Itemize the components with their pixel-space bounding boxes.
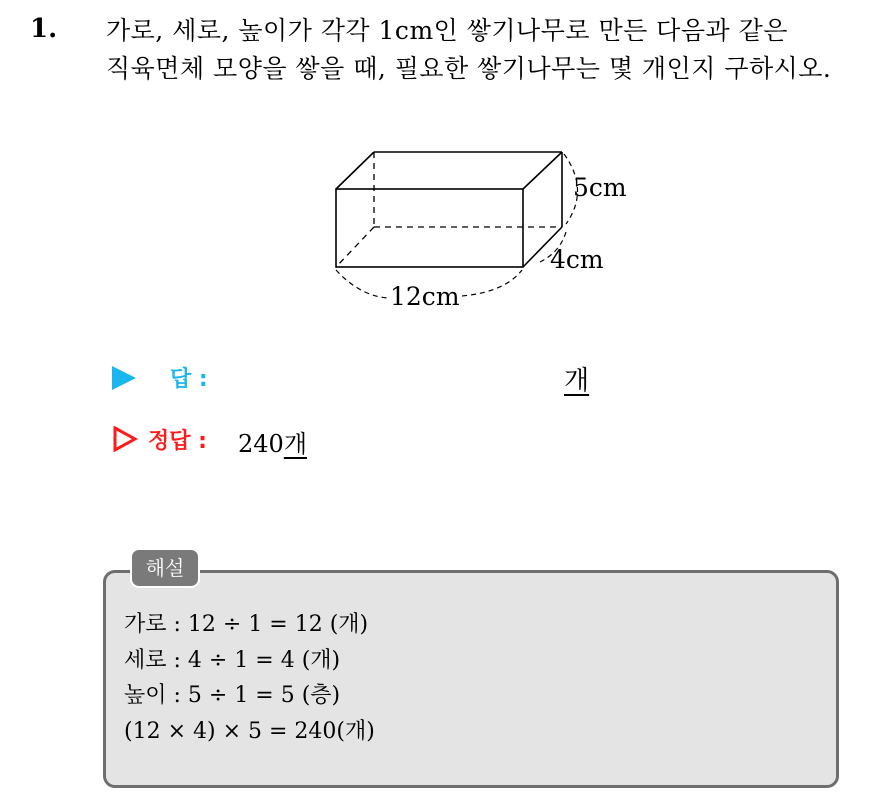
depth-label: 4cm [550, 245, 604, 274]
dimension-arcs [336, 154, 578, 298]
solution-line-2: 세로 : 4 ÷ 1 = 4 (개) [124, 647, 341, 673]
correct-answer-unit: 개 [283, 430, 307, 458]
question-text [106, 12, 866, 88]
cuboid-figure [320, 140, 640, 315]
correct-answer-label: 정답 : [148, 429, 207, 454]
question-line-1: 가로, 세로, 높이가 각각 1cm인 쌓기나무로 만든 다음과 같은 [106, 16, 788, 45]
solution-lines [124, 607, 375, 749]
play-arrow-icon [112, 366, 136, 390]
solution-line-4: (12 × 4) × 5 = 240(개) [124, 718, 375, 744]
cuboid-hidden-edges [336, 152, 562, 267]
correct-answer-row [112, 422, 512, 462]
correct-answer-value-wrap [238, 424, 307, 459]
outline-arrow-icon [112, 426, 138, 452]
solution-line-1: 가로 : 12 ÷ 1 = 12 (개) [124, 612, 369, 637]
solution-title: 해설 [130, 548, 200, 588]
height-label: 5cm [573, 173, 627, 202]
answer-row [112, 360, 612, 400]
answer-label: 답 : [170, 367, 208, 392]
solution-line-3: 높이 : 5 ÷ 1 = 5 (층) [124, 683, 341, 708]
cuboid-visible-edges [336, 152, 562, 267]
answer-unit: 개 [564, 366, 590, 396]
question-line-2: 직육면체 모양을 쌓을 때, 필요한 쌓기나무는 몇 개인지 구하시오. [106, 54, 832, 83]
width-label: 12cm [390, 282, 460, 311]
question-number: 1. [30, 14, 58, 44]
correct-answer-value: 240 [238, 430, 284, 458]
